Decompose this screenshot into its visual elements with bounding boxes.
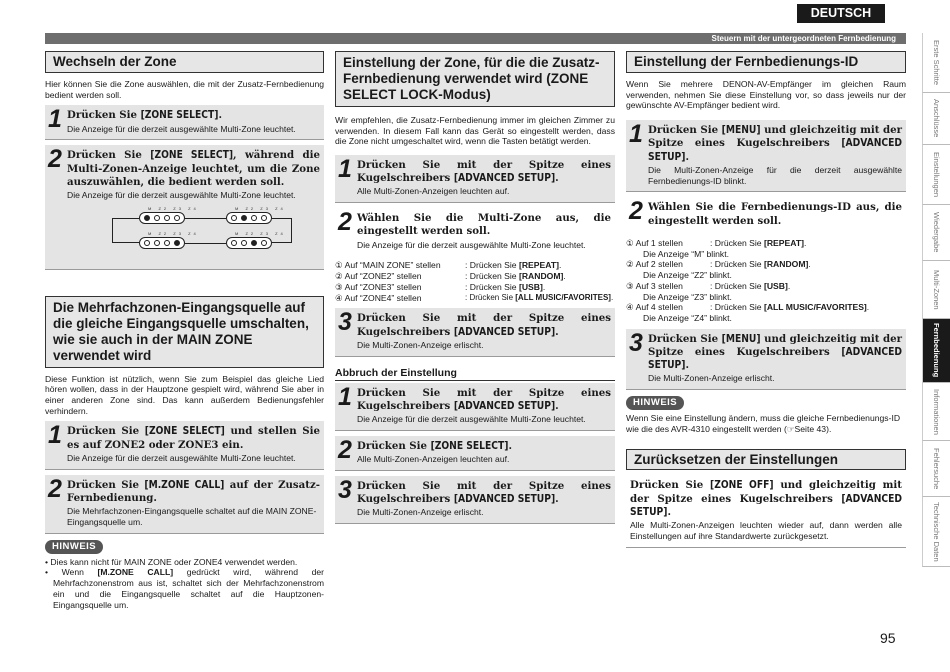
- tab-label: Multi-Zonen: [932, 269, 942, 310]
- heading-fernbedienungs-id: Einstellung der Fernbedienungs-ID: [626, 51, 906, 73]
- step-title: [67, 109, 320, 122]
- step-number: 3: [629, 328, 643, 357]
- text: .: [667, 505, 672, 518]
- intro-text: Diese Funktion ist nützlich, wenn Sie zum Beispiel das gleiche Lied hören wollen, dass in der Hauptzone gespielt wird, während Sie aber in einer anderen Zone sind. Das kann außerdem Bedienungsfehler verhindern.: [45, 373, 324, 416]
- key-label: [ADVANCED SETUP]: [630, 493, 902, 518]
- tab-fernbedienung[interactable]: [922, 319, 950, 383]
- text: .: [555, 493, 559, 506]
- option-label: ② Auf 2 stellen: [626, 259, 683, 270]
- step-title: [648, 333, 902, 373]
- step-number: 3: [338, 475, 352, 504]
- option-result: Die Anzeige “Z2” blinkt.: [643, 270, 732, 281]
- option-row: [335, 293, 615, 304]
- step-desc: Alle Multi-Zonen-Anzeigen leuchten auf.: [357, 454, 510, 465]
- step: [45, 145, 324, 269]
- key-label: [MENU]: [721, 125, 761, 137]
- step-number: 3: [338, 308, 352, 337]
- option-result: Die Anzeige “Z3” blinkt.: [643, 291, 732, 302]
- tab-einstellungen[interactable]: [922, 145, 950, 205]
- id-options: [626, 238, 906, 324]
- tab-anschluesse[interactable]: [922, 93, 950, 145]
- text: Drücken Sie: [357, 439, 431, 452]
- text: und gleichzeitig mit der Spitze eines Kugelschreibers: [648, 332, 902, 358]
- step-title: [357, 312, 611, 339]
- step-title: Wählen Sie die Fernbedienungs-ID aus, die eingestellt werden soll.: [648, 201, 902, 227]
- section-bar: Steuern mit der untergeordneten Fernbedienung: [45, 33, 906, 44]
- text: Drücken Sie mit der Spitze eines Kugelschreibers: [357, 479, 611, 506]
- subheading-abbruch: Abbruch der Einstellung: [335, 367, 615, 381]
- step: [335, 476, 615, 524]
- reset-step: [626, 475, 906, 547]
- text: und gleichzeitig mit der Spitze eines Kugelschreibers: [648, 124, 902, 150]
- intro-text: Hier können Sie die Zone auswählen, die mit der Zusatz-Fernbedienung bedient werden soll.: [45, 78, 324, 100]
- key-label: [ZONE SELECT]: [150, 150, 234, 162]
- step: [45, 421, 324, 469]
- step-title: [357, 480, 611, 507]
- text: .: [685, 359, 690, 372]
- step-desc: Die Multi-Zonen-Anzeige erlischt.: [357, 507, 484, 518]
- text: und gleichzeitig mit der Spitze eines Kugelschreibers: [630, 479, 902, 505]
- key-label: [M.ZONE CALL]: [144, 479, 225, 491]
- language-badge: DEUTSCH: [797, 4, 885, 23]
- key-label: [ADVANCED SETUP]: [648, 346, 902, 372]
- option-label: ③ Auf “ZONE3” stellen: [335, 281, 422, 292]
- zone-indicator-z3: [226, 237, 272, 249]
- text: Drücken Sie: [67, 425, 145, 438]
- step-desc: Die Anzeige für die derzeit ausgewählte Multi-Zone leuchtet.: [67, 190, 296, 201]
- zone-indicator-z2: [226, 212, 272, 224]
- tab-label: Einstellungen: [932, 151, 942, 198]
- step: [335, 383, 615, 431]
- hinweis-badge: HINWEIS: [626, 396, 684, 410]
- text: , während die Multi-Zonen-Anzeige leuchtet, um die Zone auszuwählen, die bedient werden soll.: [67, 149, 320, 188]
- text: .: [218, 109, 222, 122]
- option-row: [626, 238, 906, 259]
- step-desc: Die Multi-Zonen-Anzeige erlischt.: [648, 373, 775, 384]
- text: Wenn Sie eine Einstellung ändern, muss die gleiche Fernbedienungs-ID wie die des AVR-4310 eingestellt werden (: [626, 413, 901, 434]
- tab-erste-schritte[interactable]: [922, 33, 950, 93]
- text: gedrückt wird, während der Mehrfachzonenstrom aus ist, schaltet sich der Mehrfachzonenstrom ein und die Eingangsquelle schaltet auf die Hauptzonen-Eingangsquelle um.: [53, 567, 324, 610]
- text: .: [508, 439, 512, 452]
- step-desc: Alle Multi-Zonen-Anzeigen leuchten auf.: [357, 186, 510, 197]
- option-action: : Drücken Sie [RANDOM].: [710, 259, 811, 270]
- option-action: : Drücken Sie [USB].: [465, 281, 546, 292]
- text: Drücken Sie: [67, 109, 141, 122]
- step: [626, 120, 906, 192]
- notes-list: [45, 557, 324, 611]
- option-row: [626, 302, 906, 323]
- page-ref-link[interactable]: Seite 43).: [794, 423, 832, 434]
- zone-indicator-z4: [139, 237, 185, 249]
- key-label: [ADVANCED SETUP]: [648, 138, 902, 163]
- intro-text: Wir empfehlen, die Zusatz-Fernbedienung immer im gleichen Zimmer zu verwenden. In diesem Fall kann das Gerät so eingestellt werden, dass die Zone nicht umgeschaltet wird, wenn die Tasten betätigt werden.: [335, 114, 615, 147]
- option-label: ① Auf “MAIN ZONE” stellen: [335, 260, 441, 271]
- tab-informationen[interactable]: [922, 383, 950, 441]
- option-row: [335, 271, 615, 282]
- step: [335, 436, 615, 471]
- note-item: [45, 567, 324, 610]
- step: [335, 308, 615, 356]
- tab-label: Technische Daten: [932, 501, 942, 562]
- step-title: [357, 387, 611, 414]
- page-ref-icon: ☞: [786, 423, 795, 434]
- step-title: [67, 479, 320, 506]
- key-label: [M.ZONE CALL]: [97, 567, 174, 578]
- step: [335, 155, 615, 203]
- note-text: [626, 413, 906, 434]
- step-number: 1: [48, 421, 62, 450]
- step: [335, 208, 615, 255]
- text: .: [555, 399, 559, 412]
- key-label: [ZONE SELECT]: [430, 440, 509, 452]
- option-action: : Drücken Sie [USB].: [710, 280, 791, 291]
- tab-multi-zonen[interactable]: [922, 261, 950, 319]
- step-title: [67, 425, 320, 452]
- key-label: [ADVANCED SETUP]: [453, 173, 556, 185]
- step-desc: Die Anzeige für die derzeit ausgewählte Multi-Zone leuchtet.: [67, 452, 296, 463]
- tab-technische-daten[interactable]: [922, 497, 950, 567]
- key-label: [MENU]: [721, 333, 761, 345]
- tab-label: Fehlersuche: [932, 447, 942, 490]
- text: Drücken Sie mit der Spitze eines Kugelschreibers: [357, 386, 611, 412]
- step-desc: Die Mehrfachzonen-Eingangsquelle schaltet auf die MAIN ZONE-Eingangsquelle um.: [67, 506, 317, 527]
- zone-cycle-diagram: [67, 205, 320, 261]
- zone-labels: M Z2 Z3 Z4: [235, 205, 286, 211]
- heading-mehrfachzonen: Die Mehrfachzonen-Eingangsquelle auf die gleiche Eingangsquelle umschalten, wie sie auch in der MAIN ZONE verwendet wird: [45, 296, 324, 368]
- text: Drücken Sie: [648, 332, 722, 345]
- text: .: [555, 325, 559, 338]
- text: Drücken Sie: [630, 479, 711, 492]
- step-desc: Die Multi-Zonen-Anzeige für die derzeit ausgewählte Fernbedienungs-ID blinkt.: [648, 164, 902, 186]
- sidebar-tabs: [922, 33, 950, 567]
- tab-fehlersuche[interactable]: [922, 441, 950, 497]
- intro-text: Wenn Sie mehrere DENON-AV-Empfänger im gleichen Raum verwenden, nehmen Sie diese Einstellung vor, so dass jeweils nur der gewünschte AV-Empfänger bedient wird.: [626, 78, 906, 111]
- step-title: [630, 479, 902, 519]
- arrow-line: [185, 218, 226, 219]
- key-label: [ZONE OFF]: [710, 480, 774, 492]
- step-desc: Alle Multi-Zonen-Anzeigen leuchten wieder auf, dann werden alle Einstellungen auf ihre Standardwerte zurückgesetzt.: [630, 520, 902, 541]
- step-number: 1: [48, 105, 62, 134]
- step-desc: Die Anzeige für die derzeit ausgewählte Multi-Zone leuchtet.: [67, 123, 296, 134]
- zone-indicator-m: [139, 212, 185, 224]
- key-label: [ADVANCED SETUP]: [453, 326, 556, 338]
- text: Drücken Sie: [67, 149, 151, 162]
- step-number: 2: [48, 474, 62, 503]
- arrow-line: [185, 243, 226, 244]
- step-number: 2: [338, 208, 352, 237]
- tab-label: Erste Schritte: [932, 39, 942, 85]
- tab-wiedergabe[interactable]: [922, 205, 950, 261]
- key-label: [ADVANCED SETUP]: [453, 400, 556, 412]
- step-number: 2: [48, 145, 62, 174]
- text: • Wenn: [45, 567, 98, 578]
- option-action: : Drücken Sie [RANDOM].: [465, 271, 566, 282]
- option-result: Die Anzeige “M” blinkt.: [643, 248, 729, 259]
- text: .: [555, 172, 559, 185]
- text: und stellen Sie es auf ZONE2 oder ZONE3 ein.: [67, 425, 320, 451]
- step-desc: Die Anzeige für die derzeit ausgewählte Multi-Zone leuchtet.: [357, 414, 586, 425]
- tab-label: Fernbedienung: [932, 323, 942, 378]
- step-title: [357, 440, 611, 453]
- step-title: [357, 159, 611, 186]
- tab-label: Wiedergabe: [932, 212, 942, 253]
- step: [45, 475, 324, 534]
- option-action: : Drücken Sie [ALL MUSIC/FAVORITES].: [710, 302, 870, 313]
- text: Drücken Sie: [648, 124, 722, 137]
- step-desc: Die Multi-Zonen-Anzeige erlischt.: [357, 339, 484, 350]
- column-zone-switch: [45, 51, 324, 610]
- step-number: 2: [629, 197, 643, 226]
- step-title: [67, 149, 320, 189]
- heading-wechseln-der-zone: Wechseln der Zone: [45, 51, 324, 73]
- option-label: ④ Auf 4 stellen: [626, 302, 683, 313]
- option-label: ③ Auf 3 stellen: [626, 280, 683, 291]
- option-label: ② Auf “ZONE2” stellen: [335, 271, 422, 282]
- option-row: [626, 259, 906, 280]
- text: Drücken Sie mit der Spitze eines Kugelschreibers: [357, 158, 611, 185]
- step-number: 1: [629, 120, 643, 149]
- zone-labels: M Z2 Z3 Z4: [235, 230, 286, 236]
- arrow-line: [272, 218, 292, 243]
- column-zone-select-lock: [335, 51, 615, 524]
- step: [626, 197, 906, 233]
- step-title: [648, 124, 902, 164]
- option-label: ① Auf 1 stellen: [626, 237, 683, 248]
- step-number: 1: [338, 154, 352, 183]
- text: .: [685, 150, 690, 163]
- heading-zone-select-lock: Einstellung der Zone, für die die Zusatz-Fernbedienung verwendet wird (ZONE SELECT LOCK-Modus): [335, 51, 615, 107]
- option-label: ④ Auf “ZONE4” stellen: [335, 292, 422, 303]
- option-row: [335, 282, 615, 293]
- step: [626, 329, 906, 390]
- step-desc: Die Anzeige für die derzeit ausgewählte Multi-Zone leuchtet.: [357, 239, 586, 250]
- zone-labels: M Z2 Z3 Z4: [148, 230, 199, 236]
- text: Drücken Sie mit der Spitze eines Kugelschreibers: [357, 312, 611, 338]
- zone-labels: M Z2 Z3 Z4: [148, 205, 199, 211]
- option-action: : Drücken Sie [REPEAT].: [710, 237, 807, 248]
- column-remote-id: [626, 51, 906, 548]
- option-row: [626, 281, 906, 302]
- note-item: • Dies kann nicht für MAIN ZONE oder ZONE4 verwendet werden.: [45, 556, 298, 567]
- option-action: : Drücken Sie [REPEAT].: [465, 260, 562, 271]
- text: Drücken Sie: [67, 478, 145, 491]
- tab-label: Anschlüsse: [932, 99, 942, 138]
- key-label: [ZONE SELECT]: [144, 426, 225, 438]
- hinweis-badge: HINWEIS: [45, 540, 103, 554]
- key-label: [ADVANCED SETUP]: [453, 494, 556, 506]
- option-action: : Drücken Sie [ALL MUSIC/FAVORITES].: [465, 292, 614, 302]
- step-number: 2: [338, 435, 352, 464]
- page-number: 95: [880, 630, 896, 646]
- tab-label: Informationen: [932, 388, 942, 435]
- step-title: Wählen Sie die Multi-Zone aus, die eingestellt werden soll.: [357, 212, 611, 238]
- heading-zuruecksetzen: Zurücksetzen der Einstellungen: [626, 449, 906, 471]
- step-number: 1: [338, 382, 352, 411]
- step: [45, 105, 324, 140]
- text: auf der Zusatz-Fernbedienung.: [67, 478, 320, 504]
- option-result: Die Anzeige “Z4” blinkt.: [643, 312, 732, 323]
- zone-options: [335, 260, 615, 303]
- key-label: [ZONE SELECT]: [140, 110, 219, 122]
- arrow-line: [112, 218, 139, 243]
- option-row: [335, 260, 615, 271]
